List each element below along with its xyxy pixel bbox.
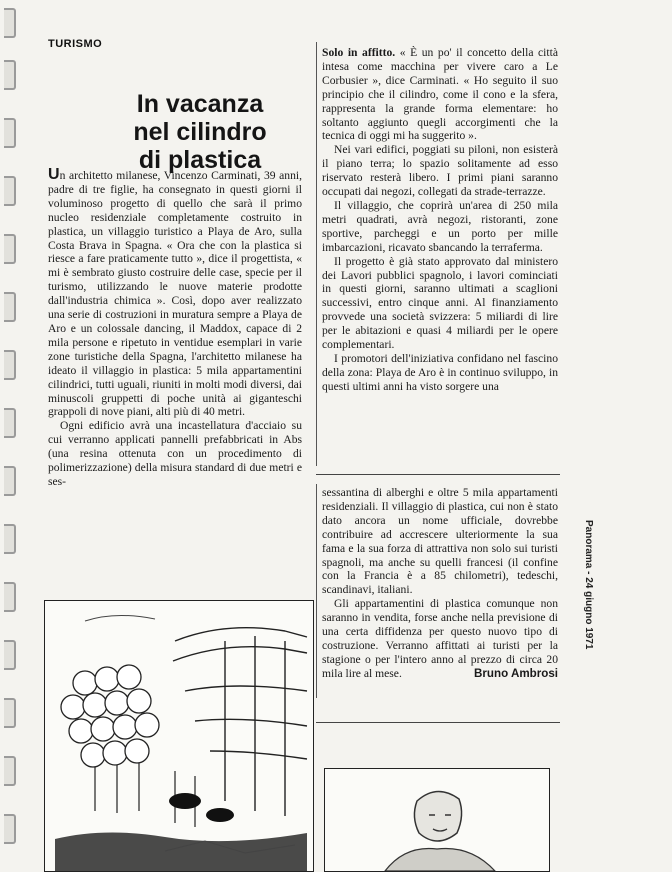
article-paragraph: I promotori dell'iniziativa confidano nel fascino della zona: Playa de Aro è in continuo sviluppo, in questi ultimi anni ha visto sorgere una <box>322 351 558 393</box>
column-divider <box>316 484 317 698</box>
binder-ring <box>4 234 16 264</box>
binder-ring <box>4 466 16 496</box>
headline-line: nel cilindro <box>133 118 267 146</box>
article-paragraph: Il villaggio, che coprirà un'area di 250 mila metri quadrati, avrà negozi, ristoranti, zone sportive, parcheggi e un porto per mille imbarcazioni, ricavato sbancando la terraferma. <box>322 198 558 254</box>
binder-ring <box>4 350 16 380</box>
binder-ring <box>4 118 16 148</box>
binder-ring <box>4 582 16 612</box>
binder-rings <box>0 0 26 870</box>
binder-ring <box>4 8 16 38</box>
article-paragraph <box>322 597 558 680</box>
drop-cap: U <box>48 166 60 183</box>
article-column-right-top <box>322 46 558 394</box>
paragraph-text: « È un po' il concetto della città intesa come macchina per vivere caro a Le Corbusier », dice Carminati. « Ho seguito il suo principio che il cilindro, come il cono e la sfera, rappresenta la grande forma elementare: ho soltanto aggiunto quegli accorgimenti che la tecnica di oggi mi ha suggerito ». <box>322 46 558 143</box>
section-rule <box>316 474 560 475</box>
article-paragraph <box>322 46 558 143</box>
headline-line: In vacanza <box>136 90 264 118</box>
publication-date: Panorama - 24 giugno 1971 <box>583 520 594 650</box>
binder-ring <box>4 292 16 322</box>
subhead-lead: Solo in affitto. <box>322 46 396 59</box>
article-paragraph: Nei vari edifici, poggiati su piloni, non esisterà il piano terra; lo spazio solitamente ad esso riservato resterà libero. I primi piani saranno occupati dai negozi, collegati da strade-terrazze. <box>322 143 558 199</box>
article-column-right-bottom <box>322 486 558 681</box>
paragraph-text: n architetto milanese, Vincenzo Carminati, 39 anni, padre di tre figlie, ha consegnato in questi giorni il voluminoso progetto di quello che sarà il primo nucleo residenziale completamente costruito in plastica, un villaggio turistico a Playa de Aro, sulla Costa Brava in Spagna. « Ora che con la plastica si riesce a fare praticamente tutto », dice il progettista, « mi è sembrato giusto costruire delle case, specie per il turismo, utilizzando le nuove materie prodotte dall'industria chimica ». Così, dopo aver realizzato una serie di costruzioni in muratura sempre a Playa de Aro e un colossale dancing, il Maddox, capace di 2 mila persone e ripetuto in ventidue esemplari in varie zone turistiche della Spagna, l'architetto milanese ha ideato il villaggio in plastica: 5 mila appartamentini cilindrici, tutti uguali, riuniti in molti modi diversi, dai minuscoli gruppetti di poche unità ai giganteschi grappoli di nove piani, alti più di 40 metri. <box>48 169 302 419</box>
article-column-left <box>48 168 302 489</box>
article-paragraph: Il progetto è già stato approvato dal ministero dei Lavori pubblici spagnolo, i lavori cominciati in questi giorni, saranno ultimati a scaglioni successivi, entro cinque anni. Al finanziamento provvede una società svizzera: 5 miliardi di lire per le abitazioni e quasi 4 miliardi per le opere complementari. <box>322 254 558 352</box>
article-paragraph: sessantina di alberghi e oltre 5 mila appartamenti residenziali. Il villaggio di plastica, cui non è stato dato ancora un nome ufficiale, dovrebbe contribuire ad accrescere ulteriormente la sua fama e la sua forza di attrattiva non solo sui turisti spagnoli, ma anche su quelli francesi (il confine con la Francia è a 85 chilometri), tedeschi, scandinavi, italiani. <box>322 486 558 597</box>
section-rule <box>316 722 560 723</box>
article-paragraph: Ogni edificio avrà una incastellatura d'acciaio su cui verranno applicati pannelli prefabbricati in Abs (una resina ottenuta con un procedimento di polimerizzazione) della misura standard di due metri e ses- <box>48 419 302 488</box>
author-signature: Bruno Ambrosi <box>474 666 558 680</box>
binder-ring <box>4 524 16 554</box>
architect-portrait <box>325 769 549 871</box>
article-headline <box>100 90 300 174</box>
paragraph-text: Gli appartamentini di plastica comunque non saranno in vendita, forse anche nella previsione di una certa diffidenza per questo nuovo tipo di costruzione. Verranno affittati ai turisti per la stagione o per l'intero anno al prezzo di circa 20 mila lire al mese. <box>322 597 558 680</box>
plastic-village-sketch <box>45 601 313 871</box>
architecture-sketch-image <box>44 600 314 872</box>
portrait-image <box>324 768 550 872</box>
binder-ring <box>4 408 16 438</box>
binder-ring <box>4 176 16 206</box>
binder-ring <box>4 756 16 786</box>
binder-ring <box>4 698 16 728</box>
headline-line: di plastica <box>138 146 262 174</box>
column-divider <box>316 42 317 466</box>
binder-ring <box>4 814 16 844</box>
binder-ring <box>4 640 16 670</box>
article-paragraph <box>48 168 302 419</box>
section-label: TURISMO <box>48 38 103 50</box>
binder-ring <box>4 60 16 90</box>
